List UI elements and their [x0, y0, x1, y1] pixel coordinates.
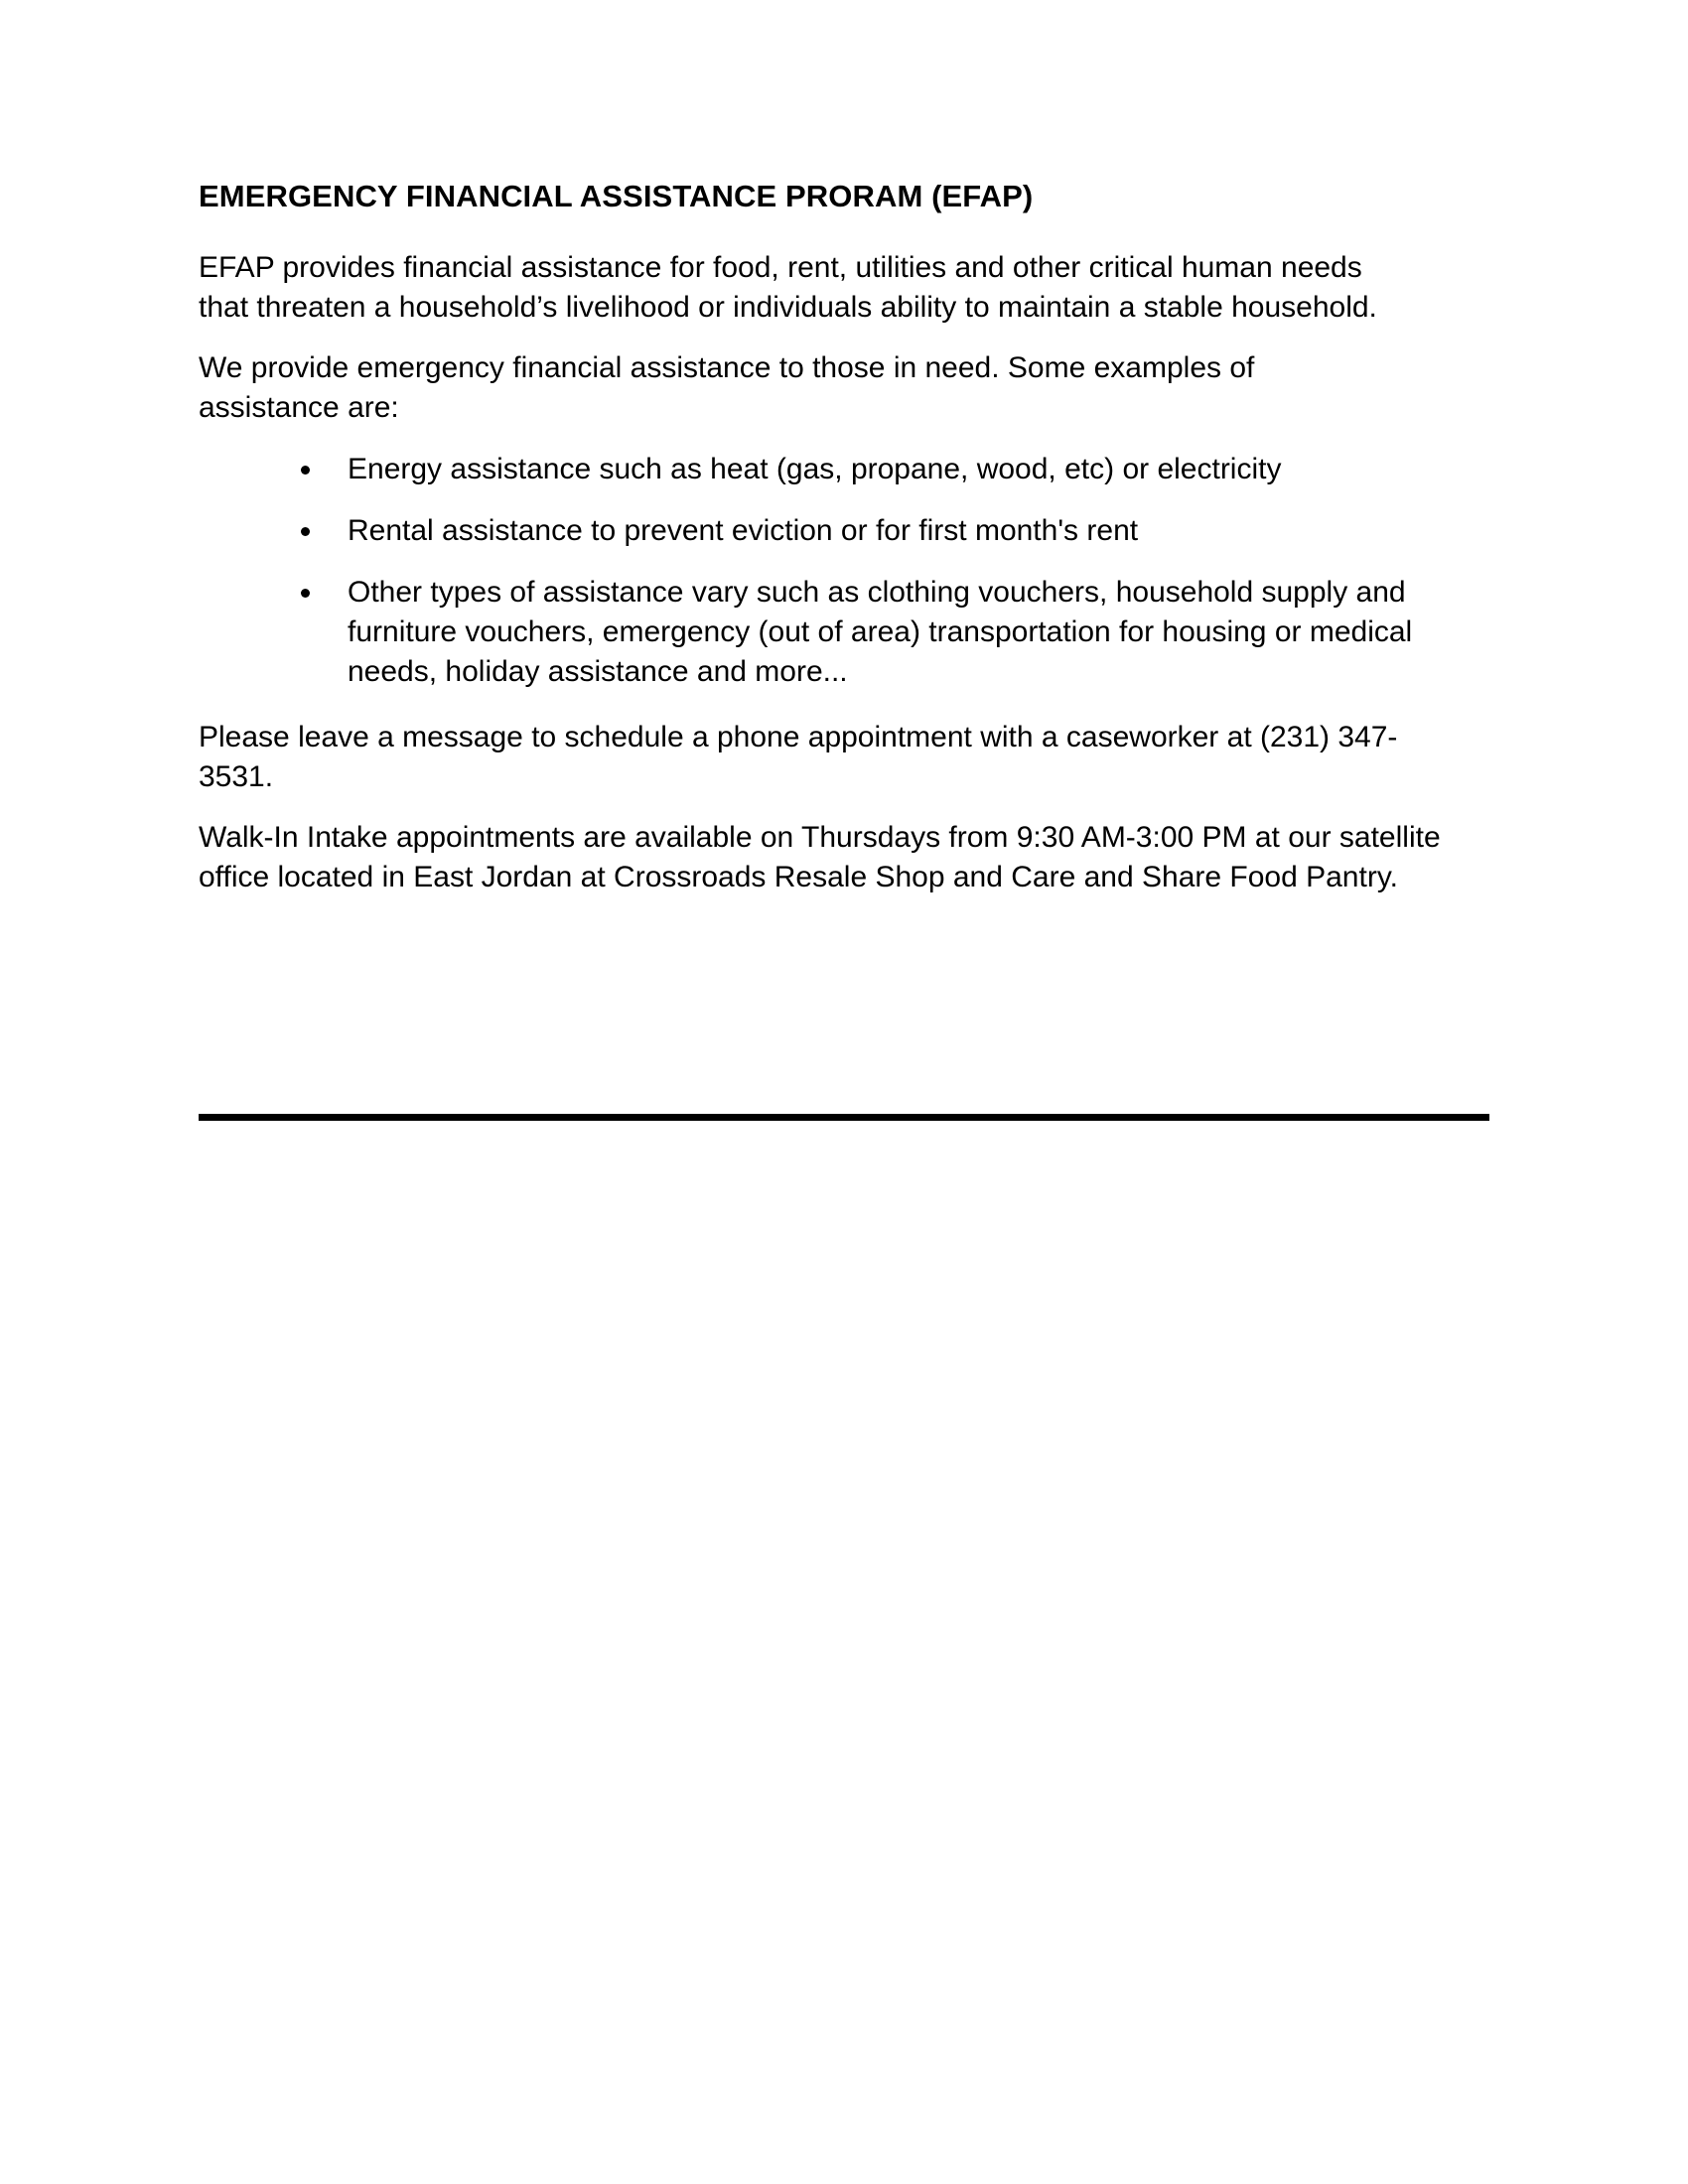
list-item-label: Energy assistance such as heat (gas, propane, wood, etc) or electricity: [348, 453, 1282, 486]
page-title: EMERGENCY FINANCIAL ASSISTANCE PRORAM (EFAP): [199, 179, 1034, 213]
list-item-label: Other types of assistance vary such as clothing vouchers, household supply and furniture vouchers, emergency (out of area) transportation for housing or medical needs, holiday assistance and more...: [348, 575, 1413, 688]
document-body: [199, 179, 1489, 919]
assistance-examples-list: [199, 450, 1489, 691]
list-item: [199, 511, 1489, 551]
horizontal-rule-divider: [199, 1114, 1489, 1121]
paragraph-examples-lead: We provide emergency financial assistance to those in need. Some examples of assistance are:: [199, 351, 1255, 425]
list-item: [199, 573, 1489, 692]
bullet-dot-icon: [301, 573, 315, 598]
paragraph-intro: EFAP provides financial assistance for food, rent, utilities and other critical human needs that threaten a household’s livelihood or individuals ability to maintain a stable household.: [199, 250, 1377, 324]
paragraph-walk-in-note: Walk-In Intake appointments are available on Thursdays from 9:30 AM-3:00 PM at our satellite office located in East Jordan at Crossroads Resale Shop and Care and Share Food Pantry.: [199, 821, 1441, 894]
paragraph-phone-note: Please leave a message to schedule a phone appointment with a caseworker at (231) 347-3531.: [199, 720, 1398, 793]
list-item-label: Rental assistance to prevent eviction or for first month's rent: [348, 514, 1139, 548]
bullet-dot-icon: [301, 450, 315, 475]
bullet-dot-icon: [301, 511, 315, 536]
list-item: [199, 450, 1489, 489]
